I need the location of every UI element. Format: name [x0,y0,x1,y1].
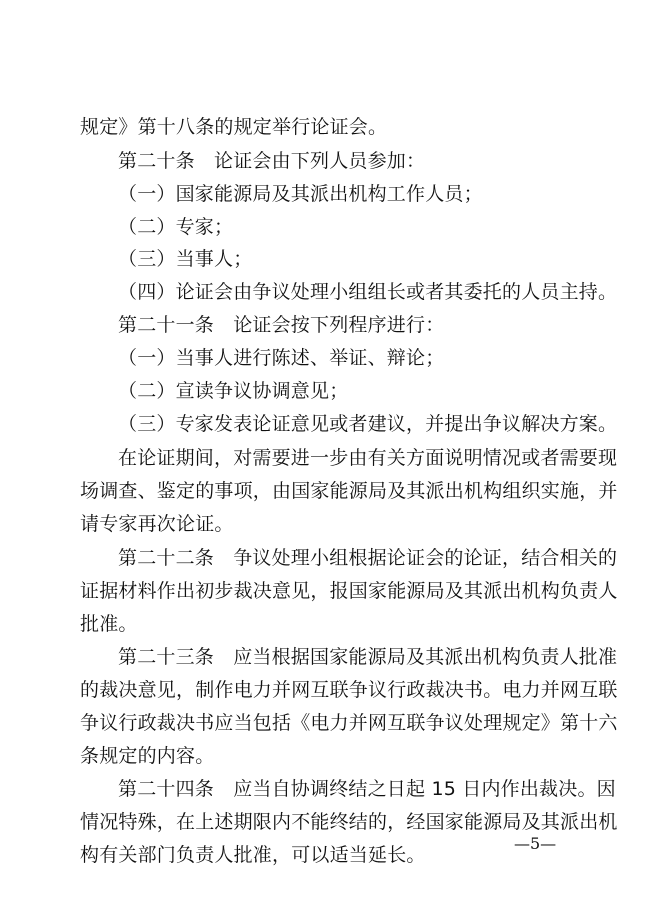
text-line: （三）专家发表论证意见或者建议，并提出争议解决方案。 [118,413,618,435]
text-line: 请专家再次论证。 [80,513,234,535]
page-number: —5— [514,834,557,853]
text-line: 场调查、鉴定的事项，由国家能源局及其派出机构组织实施，并 [80,480,618,502]
text-line: 第二十二条 争议处理小组根据论证会的论证，结合相关的 [118,547,618,569]
text-line: （三）当事人； [118,248,253,270]
text-line: 证据材料作出初步裁决意见，报国家能源局及其派出机构负责人 [80,580,618,602]
text-line: 争议行政裁决书应当包括《电力并网互联争议处理规定》第十六 [80,712,618,734]
text-line: 规定》第十八条的规定举行论证会。 [80,116,388,138]
text-line: 批准。 [80,613,138,635]
text-line: 第二十四条 应当自协调终结之日起 15 日内作出裁决。因 [118,778,616,800]
text-line: 第二十条 论证会由下列人员参加： [118,150,426,172]
text-line: 在论证期间，对需要进一步由有关方面说明情况或者需要现 [118,447,618,469]
text-line: （一）当事人进行陈述、举证、辩论； [118,347,445,369]
text-line: 第二十一条 论证会按下列程序进行： [118,314,445,336]
text-line: 构有关部门负责人批准，可以适当延长。 [80,844,426,866]
text-line: 情况特殊，在上述期限内不能终结的，经国家能源局及其派出机 [80,811,618,833]
text-line: （二）专家； [118,216,234,238]
text-line: 第二十三条 应当根据国家能源局及其派出机构负责人批准 [118,646,618,668]
text-line: （四）论证会由争议处理小组组长或者其委托的人员主持。 [118,281,618,303]
text-line: （二）宣读争议协调意见； [118,380,349,402]
text-line: 的裁决意见，制作电力并网互联争议行政裁决书。电力并网互联 [80,679,618,701]
text-line: （一）国家能源局及其派出机构工作人员； [118,183,483,205]
text-line: 条规定的内容。 [80,745,215,767]
